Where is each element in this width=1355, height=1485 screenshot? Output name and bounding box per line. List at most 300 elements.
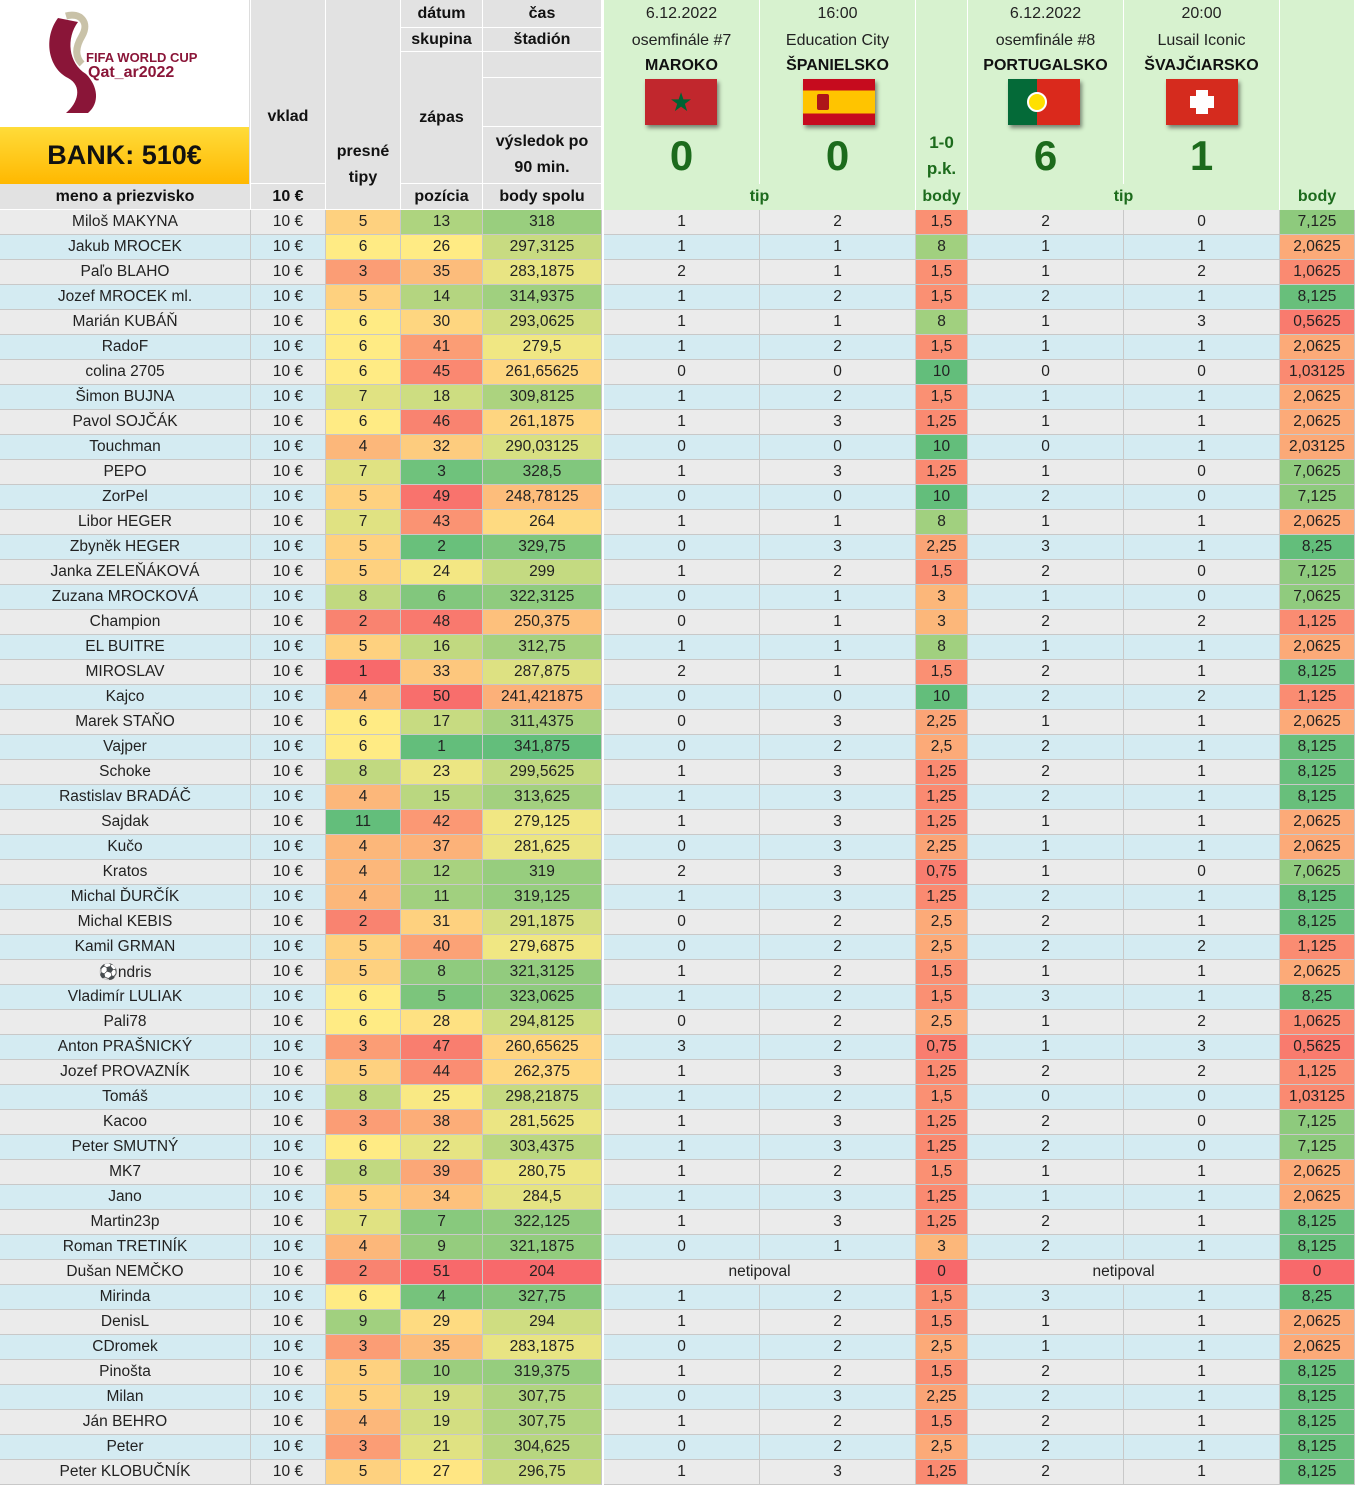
- table-row: [0, 735, 1355, 760]
- cell-tip1-home: 1: [604, 460, 760, 485]
- cell-body2: 1,03125: [1280, 360, 1355, 385]
- cell-pozicia: 31: [401, 910, 483, 935]
- cell-tip1-away: 1: [760, 260, 916, 285]
- cell-body-spolu: 280,75: [483, 1160, 602, 1185]
- cell-vklad: 10 €: [251, 410, 326, 435]
- cell-presne: 5: [326, 635, 401, 660]
- cell-presne: 4: [326, 835, 401, 860]
- cell-body2: 2,0625: [1280, 235, 1355, 260]
- cell-presne: 6: [326, 1285, 401, 1310]
- cell-body1: 0,75: [916, 1035, 968, 1060]
- cell-tip1-away: 2: [760, 210, 916, 235]
- cell-vklad: 10 €: [251, 260, 326, 285]
- cell-pozicia: 9: [401, 1235, 483, 1260]
- cell-vklad: 10 €: [251, 1410, 326, 1435]
- cell-body-spolu: 319: [483, 860, 602, 885]
- cell-pozicia: 27: [401, 1460, 483, 1485]
- table-row: [0, 410, 1355, 435]
- header-name: meno a priezvisko: [0, 184, 251, 210]
- cell-pozicia: 34: [401, 1185, 483, 1210]
- cell-tip2-home: 2: [968, 910, 1124, 935]
- cell-pozicia: 5: [401, 985, 483, 1010]
- cell-tip1-home: 1: [604, 760, 760, 785]
- cell-tip2-home: 2: [968, 1210, 1124, 1235]
- cell-vklad: 10 €: [251, 1285, 326, 1310]
- cell-body2: 8,125: [1280, 285, 1355, 310]
- cell-body2: 7,0625: [1280, 460, 1355, 485]
- cell-tip2-away: 0: [1124, 1135, 1280, 1160]
- cell-tip1-away: 2: [760, 385, 916, 410]
- cell-presne: 7: [326, 385, 401, 410]
- cell-pozicia: 30: [401, 310, 483, 335]
- match1-tip-label: tip: [604, 184, 916, 210]
- cell-body1: 1,25: [916, 760, 968, 785]
- cell-body2: 8,25: [1280, 985, 1355, 1010]
- cell-presne: 4: [326, 885, 401, 910]
- header-datum: dátum: [401, 0, 483, 28]
- cell-tip2-away: 1: [1124, 1160, 1280, 1185]
- cell-presne: 9: [326, 1310, 401, 1335]
- cell-body1: 1,5: [916, 1085, 968, 1110]
- cell-pozicia: 19: [401, 1410, 483, 1435]
- cell-tip2-away: 0: [1124, 360, 1280, 385]
- cell-tip2-away: 1: [1124, 335, 1280, 360]
- cell-name: Jakub MROCEK: [0, 235, 251, 260]
- cell-tip1-home: 0: [604, 1435, 760, 1460]
- cell-tip1-home: 1: [604, 810, 760, 835]
- cell-presne: 4: [326, 685, 401, 710]
- cell-presne: 6: [326, 335, 401, 360]
- cell-presne: 6: [326, 410, 401, 435]
- cell-body-spolu: 291,1875: [483, 910, 602, 935]
- table-row: [0, 1210, 1355, 1235]
- cell-body2: 2,03125: [1280, 435, 1355, 460]
- cell-tip1-home: 0: [604, 435, 760, 460]
- cell-tip1-home: 0: [604, 360, 760, 385]
- cell-tip1-home: 1: [604, 1160, 760, 1185]
- cell-tip2-home: 1: [968, 585, 1124, 610]
- cell-tip1-home: 1: [604, 1210, 760, 1235]
- cell-tip1-home: 1: [604, 885, 760, 910]
- cell-body-spolu: 299,5625: [483, 760, 602, 785]
- cell-presne: 5: [326, 935, 401, 960]
- cell-presne: 5: [326, 1185, 401, 1210]
- cell-tip2-home: 1: [968, 510, 1124, 535]
- cell-body1: 2,5: [916, 910, 968, 935]
- cell-body-spolu: 319,125: [483, 885, 602, 910]
- cell-pozicia: 21: [401, 1435, 483, 1460]
- cell-name: Mirinda: [0, 1285, 251, 1310]
- cell-name: Kajco: [0, 685, 251, 710]
- cell-vklad: 10 €: [251, 1335, 326, 1360]
- cell-tip1-home: 0: [604, 835, 760, 860]
- cell-pozicia: 49: [401, 485, 483, 510]
- cell-body-spolu: 327,75: [483, 1285, 602, 1310]
- cell-name: CDromek: [0, 1335, 251, 1360]
- cell-pozicia: 24: [401, 560, 483, 585]
- cell-body2: 7,125: [1280, 560, 1355, 585]
- cell-body2: 1,125: [1280, 685, 1355, 710]
- match1-note1: 1-0: [929, 132, 954, 152]
- cell-tip1-home: 1: [604, 1460, 760, 1485]
- cell-pozicia: 38: [401, 1110, 483, 1135]
- cell-body2: 2,0625: [1280, 1160, 1355, 1185]
- cell-body1: 2,5: [916, 1435, 968, 1460]
- cell-body1: 1,5: [916, 260, 968, 285]
- cell-tip1-away: 2: [760, 1010, 916, 1035]
- cell-presne: 3: [326, 1435, 401, 1460]
- cell-vklad: 10 €: [251, 1360, 326, 1385]
- cell-body1: 10: [916, 435, 968, 460]
- cell-body2: 8,125: [1280, 785, 1355, 810]
- cell-tip1-away: 2: [760, 1335, 916, 1360]
- table-row: [0, 985, 1355, 1010]
- cell-body2: 8,125: [1280, 1360, 1355, 1385]
- match1-home-team: MAROKO: [604, 54, 760, 78]
- cell-tip2-away: 1: [1124, 435, 1280, 460]
- cell-pozicia: 17: [401, 710, 483, 735]
- cell-tip2-home: 0: [968, 360, 1124, 385]
- match1-away-score: 0: [760, 127, 916, 184]
- table-row: [0, 810, 1355, 835]
- cell-body2: 7,125: [1280, 210, 1355, 235]
- cell-body1: 1,25: [916, 1460, 968, 1485]
- table-row: [0, 260, 1355, 285]
- cell-tip2-away: 2: [1124, 935, 1280, 960]
- cell-presne: 5: [326, 535, 401, 560]
- table-row: [0, 860, 1355, 885]
- cell-vklad: 10 €: [251, 960, 326, 985]
- cell-tip2-away: 0: [1124, 1085, 1280, 1110]
- cell-tip1-away: 3: [760, 1060, 916, 1085]
- cell-tip1-away: 2: [760, 910, 916, 935]
- cell-tip1-home: 2: [604, 260, 760, 285]
- cell-presne: 5: [326, 1060, 401, 1085]
- cell-body1: 1,5: [916, 660, 968, 685]
- switzerland-flag-icon: [1166, 79, 1238, 125]
- cell-tip2-away: 0: [1124, 560, 1280, 585]
- cell-body1: 1,5: [916, 1160, 968, 1185]
- cell-presne: 1: [326, 660, 401, 685]
- table-row: [0, 760, 1355, 785]
- cell-tip1-home: 1: [604, 510, 760, 535]
- cell-presne: 4: [326, 1410, 401, 1435]
- cell-body2: 8,125: [1280, 660, 1355, 685]
- match2-date: 6.12.2022: [968, 0, 1124, 28]
- header-pozicia: pozícia: [401, 184, 483, 210]
- match2-round: osemfinále #8: [968, 28, 1124, 54]
- cell-pozicia: 23: [401, 760, 483, 785]
- bank-text: BANK: 510€: [47, 140, 202, 170]
- table-row: [0, 210, 1355, 235]
- cell-tip2-home: 1: [968, 835, 1124, 860]
- cell-body-spolu: 322,3125: [483, 585, 602, 610]
- cell-tip1-away: 1: [760, 635, 916, 660]
- cell-tip2-home: 1: [968, 1185, 1124, 1210]
- cell-body2: 8,25: [1280, 1285, 1355, 1310]
- cell-body1: 1,5: [916, 1410, 968, 1435]
- cell-tip2-away: 1: [1124, 385, 1280, 410]
- match2-stadium: Lusail Iconic: [1124, 28, 1280, 54]
- cell-tip2-home: 1: [968, 1010, 1124, 1035]
- cell-tip2-away: 1: [1124, 835, 1280, 860]
- cell-presne: 6: [326, 985, 401, 1010]
- cell-name: Champion: [0, 610, 251, 635]
- cell-vklad: 10 €: [251, 810, 326, 835]
- cell-tip2-home: 1: [968, 810, 1124, 835]
- cell-tip2-away: 1: [1124, 235, 1280, 260]
- cell-pozicia: 44: [401, 1060, 483, 1085]
- cell-body2: 2,0625: [1280, 1185, 1355, 1210]
- table-row: [0, 510, 1355, 535]
- cell-vklad: 10 €: [251, 560, 326, 585]
- cell-body1: 3: [916, 585, 968, 610]
- cell-tip2-home: 2: [968, 285, 1124, 310]
- cell-tip2-home: 2: [968, 560, 1124, 585]
- match1-note2: p.k.: [926, 158, 957, 178]
- cell-tip2-away: 0: [1124, 460, 1280, 485]
- cell-tip1-away: 3: [760, 1385, 916, 1410]
- cell-body2: 2,0625: [1280, 510, 1355, 535]
- cell-pozicia: 26: [401, 235, 483, 260]
- cell-tip1-home: 1: [604, 960, 760, 985]
- cell-vklad: 10 €: [251, 285, 326, 310]
- cell-tip2-home: 1: [968, 260, 1124, 285]
- cell-body1: 2,5: [916, 1010, 968, 1035]
- cell-tip2-away: 2: [1124, 1010, 1280, 1035]
- cell-presne: 6: [326, 1010, 401, 1035]
- cell-pozicia: 28: [401, 1010, 483, 1035]
- cell-body1: 0,75: [916, 860, 968, 885]
- cell-tip2-home: 2: [968, 1460, 1124, 1485]
- cell-tip2-home: 2: [968, 1410, 1124, 1435]
- cell-pozicia: 40: [401, 935, 483, 960]
- cell-tip1-home: 1: [604, 1060, 760, 1085]
- cell-body-spolu: 319,375: [483, 1360, 602, 1385]
- cell-tip2-home: 2: [968, 685, 1124, 710]
- cell-tip1-home: 1: [604, 1285, 760, 1310]
- cell-tip2-away: 3: [1124, 1035, 1280, 1060]
- cell-tip1-home: 1: [604, 210, 760, 235]
- cell-pozicia: 14: [401, 285, 483, 310]
- cell-vklad: 10 €: [251, 360, 326, 385]
- table-row: [0, 1035, 1355, 1060]
- cell-name: ZorPel: [0, 485, 251, 510]
- cell-body1: 1,5: [916, 335, 968, 360]
- cell-name: Marián KUBÁŇ: [0, 310, 251, 335]
- cell-vklad: 10 €: [251, 1435, 326, 1460]
- cell-tip2-away: 0: [1124, 485, 1280, 510]
- cell-tip1-home: 1: [604, 1085, 760, 1110]
- cell-name: Michal KEBIS: [0, 910, 251, 935]
- cell-tip1-away: 0: [760, 360, 916, 385]
- cell-tip2-away: 1: [1124, 810, 1280, 835]
- cell-tip1-home: 1: [604, 310, 760, 335]
- cell-tip1-home: 0: [604, 1010, 760, 1035]
- cell-tip2-away: 3: [1124, 310, 1280, 335]
- cell-tip1-home: 0: [604, 535, 760, 560]
- cell-tip2-away: 1: [1124, 1185, 1280, 1210]
- cell-pozicia: 48: [401, 610, 483, 635]
- cell-presne: 7: [326, 1210, 401, 1235]
- cell-pozicia: 51: [401, 1260, 483, 1285]
- match1-stadium: Education City: [760, 28, 916, 54]
- cell-body1: 1,25: [916, 1185, 968, 1210]
- cell-tip1-away: 3: [760, 1110, 916, 1135]
- cell-tip1-home: 3: [604, 1035, 760, 1060]
- cell-tip1-away: 2: [760, 960, 916, 985]
- cell-presne: 5: [326, 485, 401, 510]
- cell-tip1-home: 1: [604, 1135, 760, 1160]
- cell-name: MK7: [0, 1160, 251, 1185]
- match1-time: 16:00: [760, 0, 916, 28]
- cell-body1: 2,5: [916, 935, 968, 960]
- cell-body1: 2,25: [916, 1385, 968, 1410]
- cell-tip2-away: 1: [1124, 1460, 1280, 1485]
- cell-tip1-away: 3: [760, 785, 916, 810]
- match1-body-label: body: [916, 184, 968, 210]
- header-vklad: vklad: [251, 0, 326, 184]
- cell-presne: 3: [326, 260, 401, 285]
- cell-name: Pali78: [0, 1010, 251, 1035]
- table-row: [0, 960, 1355, 985]
- table-row: [0, 835, 1355, 860]
- cell-tip1-away: 3: [760, 410, 916, 435]
- cell-name: Touchman: [0, 435, 251, 460]
- match1-penalty: [916, 127, 968, 184]
- cell-pozicia: 3: [401, 460, 483, 485]
- cell-name: Milan: [0, 1385, 251, 1410]
- cell-tip1-away: 1: [760, 310, 916, 335]
- cell-pozicia: 15: [401, 785, 483, 810]
- cell-body-spolu: 329,75: [483, 535, 602, 560]
- cell-body-spolu: 299: [483, 560, 602, 585]
- cell-vklad: 10 €: [251, 635, 326, 660]
- cell-tip2-home: 2: [968, 1060, 1124, 1085]
- cell-presne: 6: [326, 360, 401, 385]
- cell-vklad: 10 €: [251, 1010, 326, 1035]
- cell-tip2-home: 2: [968, 735, 1124, 760]
- cell-tip1-home: 1: [604, 1185, 760, 1210]
- cell-tip2-away: 1: [1124, 960, 1280, 985]
- cell-body-spolu: 309,8125: [483, 385, 602, 410]
- cell-name: Vladimír LULIAK: [0, 985, 251, 1010]
- match1-date: 6.12.2022: [604, 0, 760, 28]
- table-row: [0, 660, 1355, 685]
- cell-vklad: 10 €: [251, 235, 326, 260]
- cell-pozicia: 37: [401, 835, 483, 860]
- header-blank2: [483, 78, 602, 127]
- cell-name: Pavol SOJČÁK: [0, 410, 251, 435]
- cell-tip2-away: 1: [1124, 535, 1280, 560]
- match1-home-score: 0: [604, 127, 760, 184]
- logo-line1: FIFA WORLD CUP: [86, 50, 198, 65]
- cell-tip2-home: 1: [968, 310, 1124, 335]
- cell-body2: 8,125: [1280, 1410, 1355, 1435]
- cell-presne: 4: [326, 435, 401, 460]
- table-row: [0, 1310, 1355, 1335]
- cell-presne: 4: [326, 860, 401, 885]
- table-row: [0, 710, 1355, 735]
- cell-body1: 1,5: [916, 1310, 968, 1335]
- cell-name: Vajper: [0, 735, 251, 760]
- cell-name: Rastislav BRADÁČ: [0, 785, 251, 810]
- cell-presne: 4: [326, 785, 401, 810]
- cell-pozicia: 50: [401, 685, 483, 710]
- match2-time: 20:00: [1124, 0, 1280, 28]
- cell-body2: 7,125: [1280, 1135, 1355, 1160]
- cell-pozicia: 4: [401, 1285, 483, 1310]
- cell-vklad: 10 €: [251, 1260, 326, 1285]
- cell-tip2-home: 2: [968, 1435, 1124, 1460]
- table-row: [0, 1360, 1355, 1385]
- cell-tip1-home: 0: [604, 935, 760, 960]
- cell-tip2-away: 0: [1124, 210, 1280, 235]
- cell-body-spolu: 283,1875: [483, 1335, 602, 1360]
- cell-name: Michal ĎURČÍK: [0, 885, 251, 910]
- cell-name: Marek STAŇO: [0, 710, 251, 735]
- cell-name: Kratos: [0, 860, 251, 885]
- cell-body2: 2,0625: [1280, 385, 1355, 410]
- cell-tip2-away: 1: [1124, 1310, 1280, 1335]
- table-row: [0, 1010, 1355, 1035]
- cell-vklad: 10 €: [251, 935, 326, 960]
- cell-presne: 3: [326, 1335, 401, 1360]
- cell-body-spolu: 323,0625: [483, 985, 602, 1010]
- cell-tip1-away: 2: [760, 1085, 916, 1110]
- cell-tip1-away: 2: [760, 1310, 916, 1335]
- cell-tip1-home: 1: [604, 1310, 760, 1335]
- cell-pozicia: 47: [401, 1035, 483, 1060]
- cell-presne: 5: [326, 960, 401, 985]
- cell-pozicia: 11: [401, 885, 483, 910]
- cell-tip2-home: 1: [968, 1335, 1124, 1360]
- cell-tip2-away: 1: [1124, 1285, 1280, 1310]
- match2-tip-label: tip: [968, 184, 1280, 210]
- cell-tip1-home: 0: [604, 710, 760, 735]
- cell-tip2-away: 1: [1124, 1410, 1280, 1435]
- cell-vklad: 10 €: [251, 1385, 326, 1410]
- cell-tip2-away: 1: [1124, 410, 1280, 435]
- cell-tip1-home: 0: [604, 735, 760, 760]
- cell-tip2-away: 1: [1124, 635, 1280, 660]
- cell-name: Tomáš: [0, 1085, 251, 1110]
- cell-tip1-home: 1: [604, 410, 760, 435]
- cell-body1: 8: [916, 510, 968, 535]
- table-row: [0, 310, 1355, 335]
- cell-body-spolu: 294,8125: [483, 1010, 602, 1035]
- cell-tip1-away: 3: [760, 810, 916, 835]
- cell-pozicia: 25: [401, 1085, 483, 1110]
- cell-presne: 6: [326, 310, 401, 335]
- cell-body-spolu: 328,5: [483, 460, 602, 485]
- cell-body1: 1,25: [916, 785, 968, 810]
- cell-tip2-home: netipoval: [968, 1260, 1280, 1285]
- cell-name: Jozef MROCEK ml.: [0, 285, 251, 310]
- cell-vklad: 10 €: [251, 860, 326, 885]
- cell-vklad: 10 €: [251, 985, 326, 1010]
- cell-pozicia: 43: [401, 510, 483, 535]
- cell-body2: 8,125: [1280, 735, 1355, 760]
- header-skupina: skupina: [401, 28, 483, 52]
- cell-vklad: 10 €: [251, 1210, 326, 1235]
- cell-name: Libor HEGER: [0, 510, 251, 535]
- cell-tip1-home: 1: [604, 785, 760, 810]
- cell-name: Paľo BLAHO: [0, 260, 251, 285]
- table-row: [0, 560, 1355, 585]
- cell-tip2-away: 1: [1124, 1210, 1280, 1235]
- cell-body1: 1,5: [916, 285, 968, 310]
